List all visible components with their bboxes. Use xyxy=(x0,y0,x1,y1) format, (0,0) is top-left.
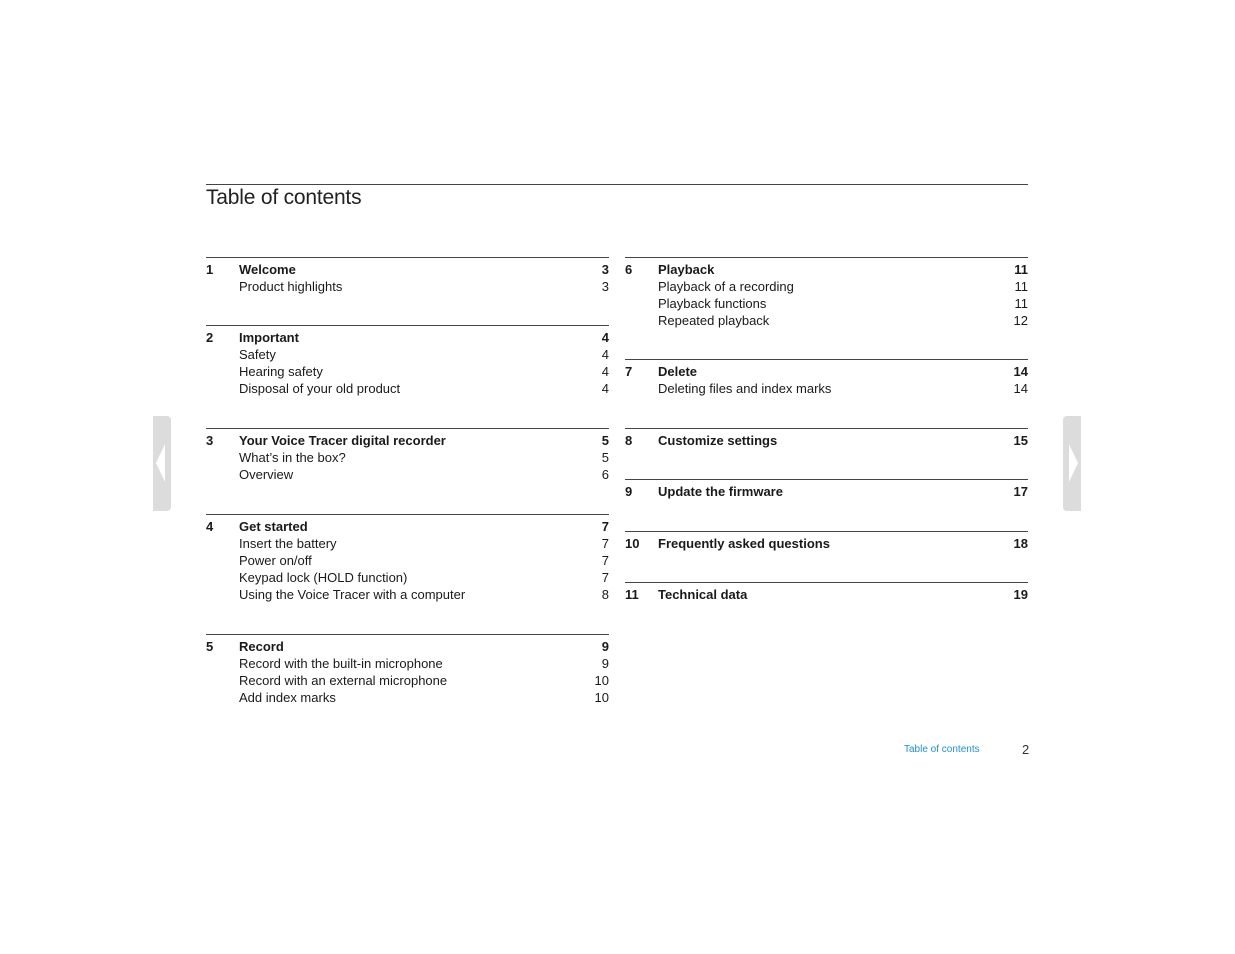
chevron-left-icon xyxy=(153,416,171,511)
entry-label: Repeated playback xyxy=(658,313,770,328)
entry-page: 7 xyxy=(601,536,609,551)
footer-toc-link[interactable]: Table of contents xyxy=(904,744,980,755)
entry-label: Add index marks xyxy=(239,690,336,705)
chapter-title: Important xyxy=(239,330,299,345)
entry-page: 10 xyxy=(594,690,609,705)
toc-section xyxy=(625,479,1028,500)
chapter-number: 2 xyxy=(206,330,214,345)
chapter-page: 11 xyxy=(1014,262,1028,277)
chapter-number: 1 xyxy=(206,262,214,277)
toc-entry-row[interactable] xyxy=(625,295,1028,312)
toc-entry-row[interactable] xyxy=(625,380,1028,397)
entry-page: 14 xyxy=(1013,381,1028,396)
chapter-page: 7 xyxy=(601,519,609,534)
chapter-title: Frequently asked questions xyxy=(658,536,830,551)
chapter-page: 3 xyxy=(601,262,609,277)
page-title: Table of contents xyxy=(206,186,362,209)
entry-page: 11 xyxy=(1014,279,1028,294)
entry-label: Playback functions xyxy=(658,296,767,311)
toc-section xyxy=(625,428,1028,449)
entry-label: Power on/off xyxy=(239,553,312,568)
page-number: 2 xyxy=(1022,742,1030,757)
toc-chapter-row[interactable] xyxy=(625,535,1028,552)
entry-page: 10 xyxy=(594,673,609,688)
chapter-page: 15 xyxy=(1013,433,1028,448)
toc-entry-row[interactable] xyxy=(206,380,609,397)
chapter-number: 6 xyxy=(625,262,633,277)
entry-page: 12 xyxy=(1013,313,1028,328)
toc-entry-row[interactable] xyxy=(206,449,609,466)
next-page-button[interactable] xyxy=(1063,416,1081,511)
entry-page: 7 xyxy=(601,553,609,568)
toc-chapter-row[interactable] xyxy=(206,432,609,449)
chapter-number: 11 xyxy=(625,587,639,602)
entry-page: 7 xyxy=(601,570,609,585)
entry-page: 3 xyxy=(601,279,609,294)
toc-section xyxy=(625,531,1028,552)
chapter-number: 4 xyxy=(206,519,214,534)
entry-label: Disposal of your old product xyxy=(239,381,401,396)
chapter-title: Customize settings xyxy=(658,433,778,448)
chapter-number: 3 xyxy=(206,433,214,448)
entry-label: Using the Voice Tracer with a computer xyxy=(239,587,466,602)
chapter-title: Delete xyxy=(658,364,698,379)
entry-page: 11 xyxy=(1014,296,1028,311)
toc-entry-row[interactable] xyxy=(206,363,609,380)
entry-page: 4 xyxy=(601,364,609,379)
toc-chapter-row[interactable] xyxy=(206,518,609,535)
entry-label: Keypad lock (HOLD function) xyxy=(239,570,408,585)
toc-section xyxy=(625,257,1028,329)
toc-entry-row[interactable] xyxy=(206,655,609,672)
entry-page: 9 xyxy=(601,656,609,671)
toc-entry-row[interactable] xyxy=(206,569,609,586)
title-rule xyxy=(206,184,1028,185)
chapter-title: Update the firmware xyxy=(658,484,783,499)
chapter-title: Record xyxy=(239,639,284,654)
toc-chapter-row[interactable] xyxy=(206,329,609,346)
toc-chapter-row[interactable] xyxy=(625,261,1028,278)
chapter-number: 7 xyxy=(625,364,633,379)
entry-page: 8 xyxy=(601,587,609,602)
chapter-page: 19 xyxy=(1013,587,1028,602)
toc-entry-row[interactable] xyxy=(625,312,1028,329)
entry-label: Overview xyxy=(239,467,294,482)
toc-section xyxy=(206,257,609,295)
entry-label: What’s in the box? xyxy=(239,450,346,465)
toc-chapter-row[interactable] xyxy=(206,638,609,655)
toc-chapter-row[interactable] xyxy=(625,586,1028,603)
toc-entry-row[interactable] xyxy=(206,586,609,603)
entry-page: 6 xyxy=(601,467,609,482)
entry-label: Deleting files and index marks xyxy=(658,381,832,396)
chapter-page: 14 xyxy=(1013,364,1028,379)
toc-section xyxy=(206,428,609,483)
chapter-number: 8 xyxy=(625,433,633,448)
toc-entry-row[interactable] xyxy=(625,278,1028,295)
chapter-page: 9 xyxy=(601,639,609,654)
chapter-page: 17 xyxy=(1013,484,1028,499)
toc-section xyxy=(206,325,609,397)
entry-label: Record with the built-in microphone xyxy=(239,656,443,671)
chapter-title: Welcome xyxy=(239,262,296,277)
entry-page: 5 xyxy=(601,450,609,465)
toc-chapter-row[interactable] xyxy=(206,261,609,278)
chapter-title: Technical data xyxy=(658,587,748,602)
entry-label: Record with an external microphone xyxy=(239,673,448,688)
toc-chapter-row[interactable] xyxy=(625,432,1028,449)
toc-entry-row[interactable] xyxy=(206,466,609,483)
chapter-number: 10 xyxy=(625,536,640,551)
toc-section xyxy=(625,359,1028,397)
toc-entry-row[interactable] xyxy=(206,278,609,295)
chapter-number: 9 xyxy=(625,484,633,499)
chevron-right-icon xyxy=(1063,416,1081,511)
entry-page: 4 xyxy=(601,347,609,362)
toc-section xyxy=(206,514,609,603)
entry-label: Playback of a recording xyxy=(658,279,794,294)
previous-page-button[interactable] xyxy=(153,416,171,511)
entry-label: Insert the battery xyxy=(239,536,337,551)
entry-label: Hearing safety xyxy=(239,364,323,379)
chapter-page: 18 xyxy=(1013,536,1028,551)
toc-entry-row[interactable] xyxy=(206,535,609,552)
chapter-number: 5 xyxy=(206,639,214,654)
chapter-page: 4 xyxy=(601,330,609,345)
entry-label: Safety xyxy=(239,347,276,362)
toc-entry-row[interactable] xyxy=(206,672,609,689)
entry-page: 4 xyxy=(601,381,609,396)
toc-chapter-row[interactable] xyxy=(625,483,1028,500)
chapter-title: Playback xyxy=(658,262,715,277)
toc-entry-row[interactable] xyxy=(206,689,609,706)
chapter-title: Your Voice Tracer digital recorder xyxy=(239,433,446,448)
toc-entry-row[interactable] xyxy=(206,552,609,569)
toc-entry-row[interactable] xyxy=(206,346,609,363)
entry-label: Product highlights xyxy=(239,279,343,294)
toc-chapter-row[interactable] xyxy=(625,363,1028,380)
toc-section xyxy=(206,634,609,706)
chapter-page: 5 xyxy=(601,433,609,448)
chapter-title: Get started xyxy=(239,519,308,534)
toc-section xyxy=(625,582,1028,603)
